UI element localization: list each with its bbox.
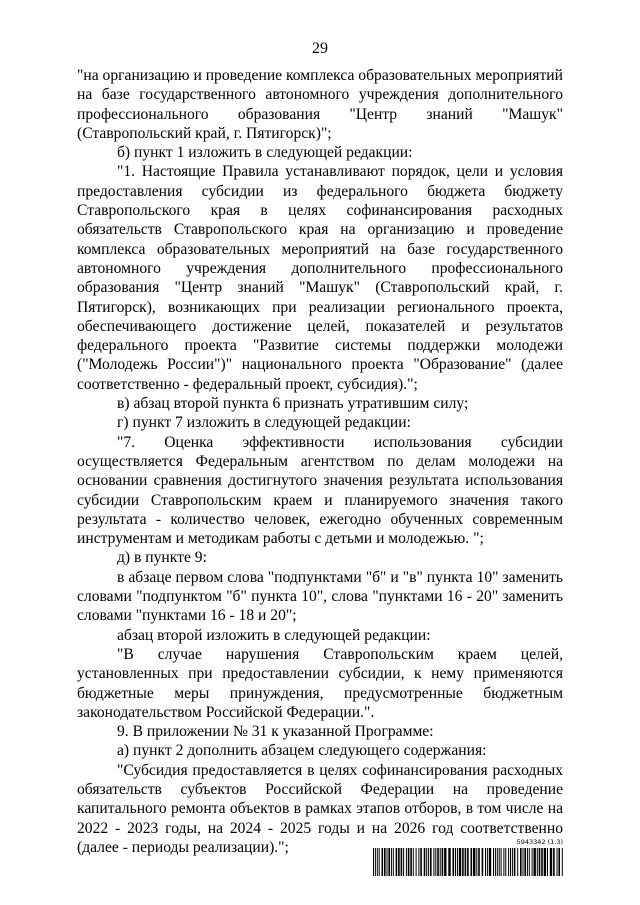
paragraph: "Субсидия предоставляется в целях софинансирования расходных обязательств субъектов Российской Федерации на проведение капитального ремонта объектов в рамках этапов отборов, в том числе на 2022 - 2023 годы, на 2024 - 2025 годы и на 2026 год соответственно (далее - периоды реализации)."; [77, 761, 563, 856]
paragraph: "1. Настоящие Правила устанавливают порядок, цели и условия предоставления субсидии из федерального бюджета бюджету Ставропольского края в целях софинансирования расходных обязательств Ставропольского края на организацию и проведение комплекса образовательных мероприятий на базе государственного автономного учреждения дополнительного профессионального образования "Центр знаний "Машук" (Ставропольский край, г. Пятигорск), возникающих при реализации регионального проекта, обеспечивающего достижение целей, показателей и результатов федерального проекта "Развитие системы поддержки молодежи ("Молодежь России")" национального проекта "Образование" (далее соответственно - федеральный проект, субсидия)."; [77, 163, 563, 393]
document-body [77, 66, 563, 857]
barcode-icon [373, 848, 563, 876]
page-number: 29 [312, 40, 328, 57]
paragraph: "7. Оценка эффективности использования субсидии осуществляется Федеральным агентством по делам молодежи на основании сравнения достигнутого значения результата использования субсидии Ставропольским краем и планируемого значения такого результата - количество человек, ежегодно обученных современным инструментам и методикам работы с детьми и молодежью. "; [77, 433, 563, 548]
paragraph: д) в пункте 9: [117, 549, 207, 567]
paragraph: 9. В приложении № 31 к указанной Программе: [117, 723, 434, 741]
paragraph: "на организацию и проведение комплекса образовательных мероприятий на базе государственного автономного учреждения дополнительного профессионального образования "Центр знаний "Машук" (Ставропольский край, г. Пятигорск)"; [77, 67, 563, 142]
paragraph: абзац второй изложить в следующей редакции: [117, 626, 431, 644]
paragraph: в абзаце первом слова "подпунктами "б" и "в" пункта 10" заменить словами "подпунктом "б" пункта 10", слова "пунктами 16 - 20" заменить словами "пунктами 16 - 18 и 20"; [77, 568, 563, 625]
paragraph: г) пункт 7 изложить в следующей редакции: [117, 414, 411, 432]
barcode-block [373, 838, 563, 878]
barcode-number: 5943342 (1.3) [516, 838, 563, 846]
paragraph: б) пункт 1 изложить в следующей редакции: [117, 144, 413, 162]
paragraph: "В случае нарушения Ставропольским краем целей, установленных при предоставлении субсидии, к нему применяются бюджетные меры принуждения, предусмотренные бюджетным законодательством Российской Федерации.". [77, 645, 563, 721]
paragraph: а) пункт 2 дополнить абзацем следующего содержания: [117, 742, 487, 760]
paragraph: в) абзац второй пункта 6 признать утратившим силу; [117, 395, 469, 413]
